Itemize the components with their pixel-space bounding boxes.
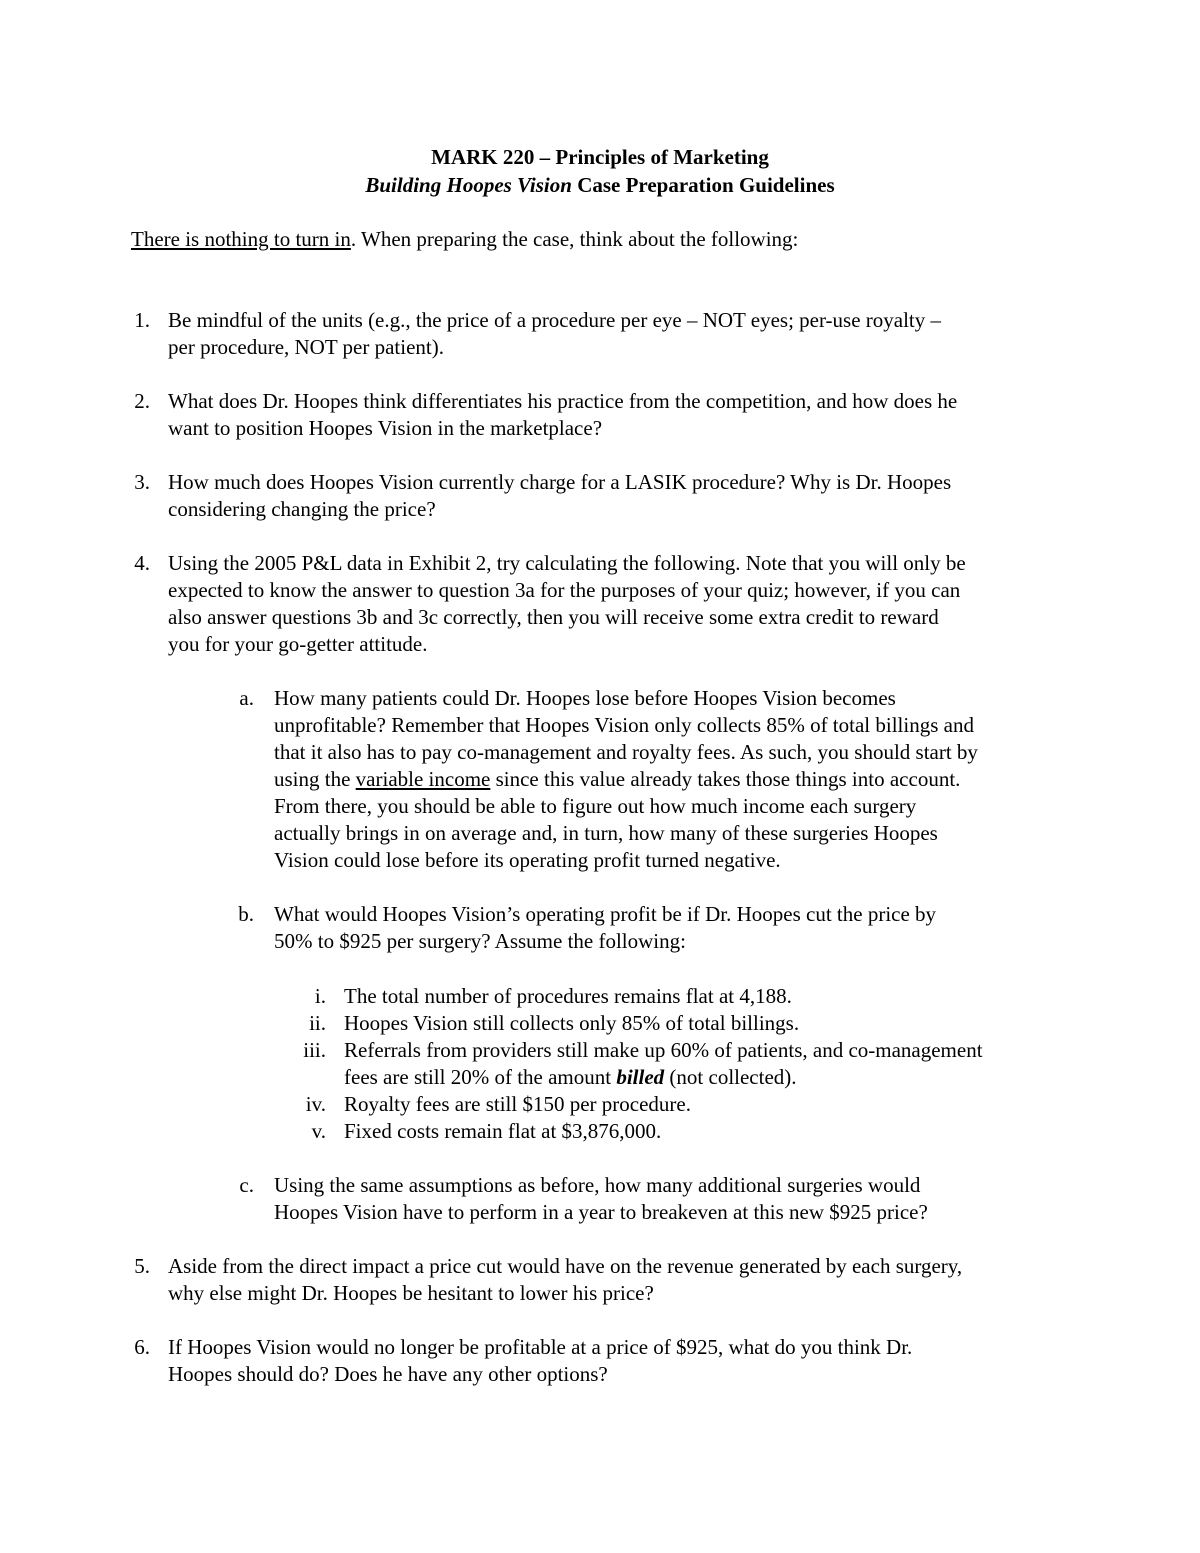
q4-line4: you for your go-getter attitude. xyxy=(168,632,428,656)
q4b-line2: 50% to $925 per surgery? Assume the following: xyxy=(274,929,686,953)
q4a-line4-pre: using the xyxy=(274,767,356,791)
q4a-line6: actually brings in on average and, in turn, how many of these surgeries Hoopes xyxy=(274,821,938,845)
q6-line2: Hoopes should do? Does he have any other options? xyxy=(168,1362,608,1386)
q4b-iii-line2-post: (not collected). xyxy=(664,1065,797,1089)
q4b-label: b. xyxy=(238,902,254,926)
q4b-i: The total number of procedures remains flat at 4,188. xyxy=(344,984,792,1008)
q2-number: 2. xyxy=(134,389,150,413)
q4b-iii-line1: Referrals from providers still make up 60% of patients, and co-management xyxy=(344,1038,983,1062)
billed-term: billed xyxy=(616,1065,665,1089)
course-title: MARK 220 – Principles of Marketing xyxy=(431,145,769,169)
q4b-iii-label: iii. xyxy=(303,1038,326,1062)
case-name: Building Hoopes Vision xyxy=(365,173,572,197)
q4c-line1: Using the same assumptions as before, how many additional surgeries would xyxy=(274,1173,921,1197)
q4a-line4 xyxy=(274,766,960,793)
q4b-iii-line2 xyxy=(344,1064,797,1091)
q2-line1: What does Dr. Hoopes think differentiates his practice from the competition, and how does he xyxy=(168,389,958,413)
q3-line1: How much does Hoopes Vision currently charge for a LASIK procedure? Why is Dr. Hoopes xyxy=(168,470,952,494)
q4b-iv: Royalty fees are still $150 per procedure. xyxy=(344,1092,691,1116)
q4-line2: expected to know the answer to question 3a for the purposes of your quiz; however, if you can xyxy=(168,578,961,602)
q4a-line1: How many patients could Dr. Hoopes lose before Hoopes Vision becomes xyxy=(274,686,896,710)
q4-line1: Using the 2005 P&L data in Exhibit 2, try calculating the following. Note that you will only be xyxy=(168,551,966,575)
subtitle-rest: Case Preparation Guidelines xyxy=(571,173,835,197)
q5-line1: Aside from the direct impact a price cut would have on the revenue generated by each surgery, xyxy=(168,1254,963,1278)
case-subtitle xyxy=(0,172,1200,199)
q4a-line5: From there, you should be able to figure out how much income each surgery xyxy=(274,794,917,818)
q5-number: 5. xyxy=(134,1254,150,1278)
q4b-iv-label: iv. xyxy=(305,1092,326,1116)
q4a-line4-post: since this value already takes those things into account. xyxy=(490,767,961,791)
q5-line2: why else might Dr. Hoopes be hesitant to lower his price? xyxy=(168,1281,654,1305)
q4c-line2: Hoopes Vision have to perform in a year to breakeven at this new $925 price? xyxy=(274,1200,928,1224)
q1-line1: Be mindful of the units (e.g., the price of a procedure per eye – NOT eyes; per-use royalty – xyxy=(168,308,942,332)
q4b-iii-line2-pre: fees are still 20% of the amount xyxy=(344,1065,617,1089)
q4b-line1: What would Hoopes Vision’s operating profit be if Dr. Hoopes cut the price by xyxy=(274,902,937,926)
q6-line1: If Hoopes Vision would no longer be profitable at a price of $925, what do you think Dr. xyxy=(168,1335,913,1359)
intro-underlined: There is nothing to turn in xyxy=(131,227,351,251)
intro-rest: . When preparing the case, think about the following: xyxy=(350,227,799,251)
intro-line xyxy=(131,226,798,253)
q6-number: 6. xyxy=(134,1335,150,1359)
q4-number: 4. xyxy=(134,551,150,575)
q4b-v: Fixed costs remain flat at $3,876,000. xyxy=(344,1119,662,1143)
q4b-i-label: i. xyxy=(314,984,326,1008)
q4a-line7: Vision could lose before its operating profit turned negative. xyxy=(274,848,781,872)
q3-number: 3. xyxy=(134,470,150,494)
q1-line2: per procedure, NOT per patient). xyxy=(168,335,444,359)
q4b-ii-label: ii. xyxy=(309,1011,326,1035)
q4a-label: a. xyxy=(239,686,254,710)
q4a-line2: unprofitable? Remember that Hoopes Vision only collects 85% of total billings and xyxy=(274,713,974,737)
q4c-label: c. xyxy=(239,1173,254,1197)
q4b-v-label: v. xyxy=(311,1119,326,1143)
q1-number: 1. xyxy=(134,308,150,332)
q2-line2: want to position Hoopes Vision in the marketplace? xyxy=(168,416,603,440)
q4-line3: also answer questions 3b and 3c correctly, then you will receive some extra credit to reward xyxy=(168,605,939,629)
q4a-line3: that it also has to pay co-management and royalty fees. As such, you should start by xyxy=(274,740,978,764)
q3-line2: considering changing the price? xyxy=(168,497,436,521)
q4b-ii: Hoopes Vision still collects only 85% of total billings. xyxy=(344,1011,800,1035)
variable-income-term: variable income xyxy=(355,767,491,791)
